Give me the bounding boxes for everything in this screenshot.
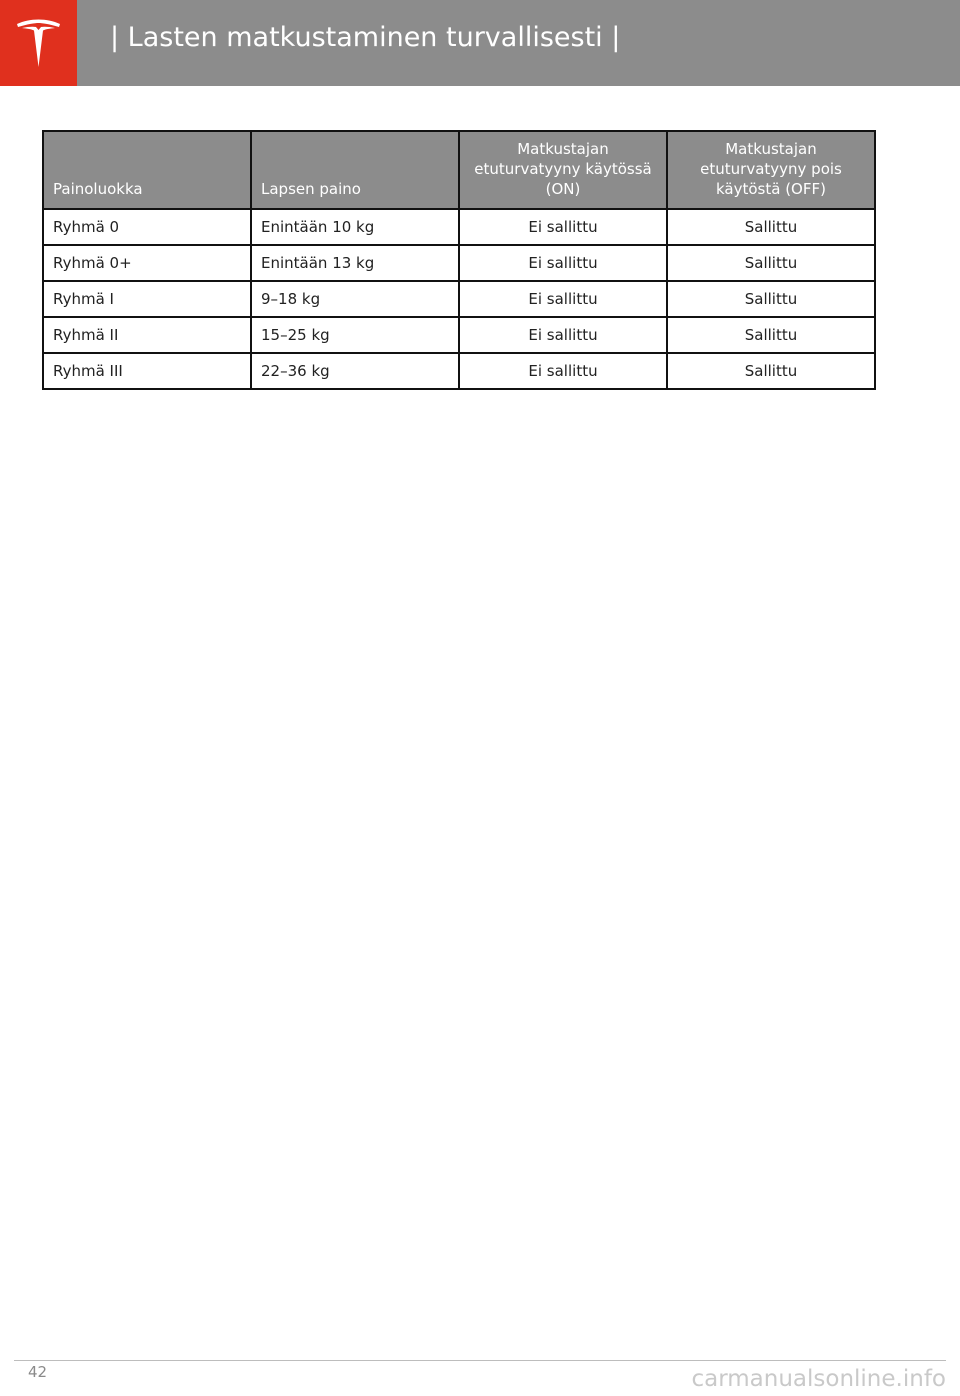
page-number: 42 (28, 1363, 48, 1381)
airbag-on-cell: Ei sallittu (459, 245, 667, 281)
weight-class-cell: Ryhmä III (43, 353, 251, 389)
weight-class-cell: Ryhmä I (43, 281, 251, 317)
tesla-logo-icon (13, 15, 64, 71)
airbag-off-cell: Sallittu (667, 353, 875, 389)
table-header-row (43, 131, 875, 209)
airbag-on-cell: Ei sallittu (459, 209, 667, 245)
airbag-off-cell: Sallittu (667, 317, 875, 353)
child-weight-cell: 9–18 kg (251, 281, 459, 317)
airbag-on-cell: Ei sallittu (459, 281, 667, 317)
child-weight-cell: Enintään 10 kg (251, 209, 459, 245)
table-row (43, 317, 875, 353)
table-row (43, 281, 875, 317)
weight-class-cell: Ryhmä II (43, 317, 251, 353)
airbag-off-cell: Sallittu (667, 281, 875, 317)
brand-logo (0, 0, 77, 86)
column-header-airbag-off: Matkustajan etuturvatyyny pois käytöstä (OFF) (667, 131, 875, 209)
column-header-child-weight: Lapsen paino (251, 131, 459, 209)
weight-class-cell: Ryhmä 0 (43, 209, 251, 245)
child-weight-cell: Enintään 13 kg (251, 245, 459, 281)
table-row (43, 245, 875, 281)
airbag-off-cell: Sallittu (667, 209, 875, 245)
airbag-off-cell: Sallittu (667, 245, 875, 281)
footer-divider (14, 1360, 946, 1361)
airbag-on-cell: Ei sallittu (459, 317, 667, 353)
page-header (0, 0, 960, 86)
table-row (43, 209, 875, 245)
column-header-airbag-on: Matkustajan etuturvatyyny käytössä (ON) (459, 131, 667, 209)
child-weight-cell: 15–25 kg (251, 317, 459, 353)
page-title: | Lasten matkustaminen turvallisesti | (110, 22, 621, 53)
column-header-weight-class: Painoluokka (43, 131, 251, 209)
watermark: carmanualsonline.info (691, 1366, 946, 1392)
table-row (43, 353, 875, 389)
child-seat-table (42, 130, 876, 390)
child-weight-cell: 22–36 kg (251, 353, 459, 389)
weight-class-cell: Ryhmä 0+ (43, 245, 251, 281)
airbag-on-cell: Ei sallittu (459, 353, 667, 389)
